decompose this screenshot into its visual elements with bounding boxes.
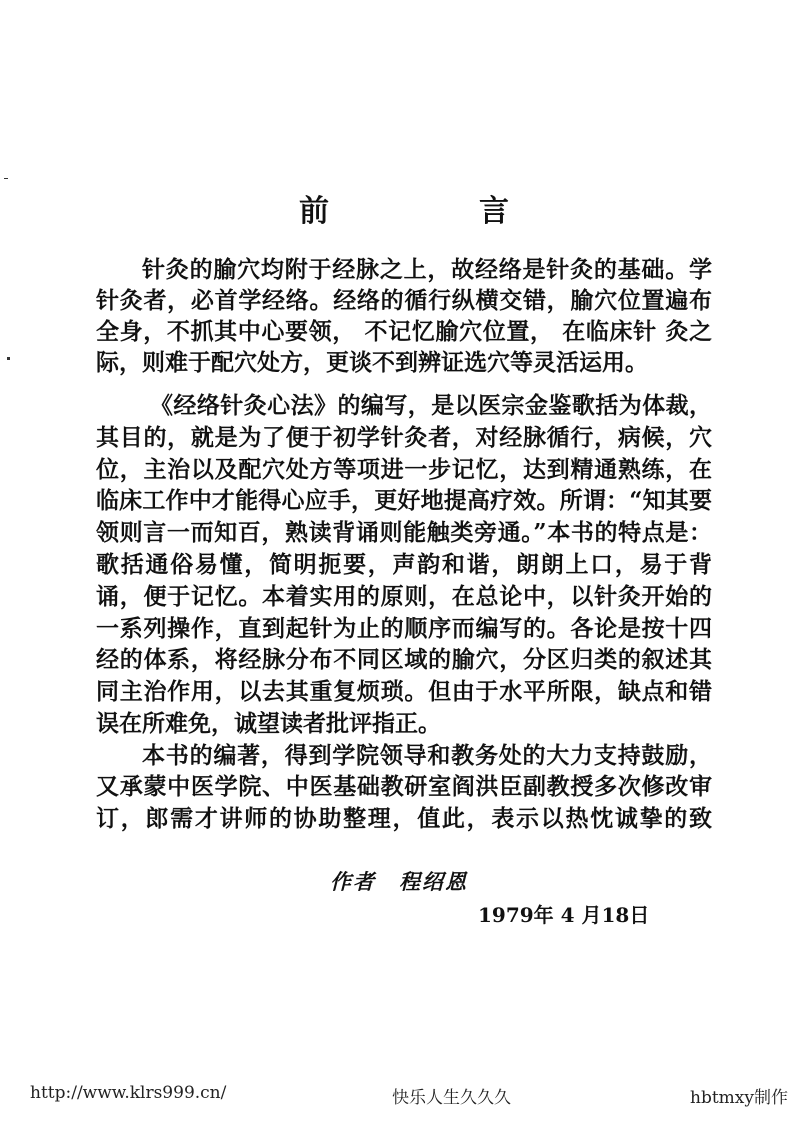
text-line: 误在所难免，诚望读者批评指正。 bbox=[96, 710, 441, 737]
scan-mark bbox=[7, 357, 10, 360]
author-signature: 作者 程绍恩 bbox=[330, 869, 468, 894]
text-line: 本书的编著，得到学院领导和教务处的大力支持鼓励， bbox=[142, 742, 712, 769]
text-line: 针灸者，必首学经络。经络的循行纵横交错，腧穴位置遍布 bbox=[96, 287, 712, 314]
scan-mark bbox=[4, 178, 8, 179]
text-line: 位，主治以及配穴处方等项进一步记忆，达到精通熟练，在 bbox=[96, 456, 712, 483]
date: 1979年 4 月18日 bbox=[478, 903, 650, 927]
text-line: 全身，不抓其中心要领， 不记忆腧穴位置， 在临床针 灸之 bbox=[96, 318, 712, 345]
text-line: 《经络针灸心法》的编写，是以医宗金鉴歌括为体裁， bbox=[150, 392, 712, 419]
text-line: 一系列操作，直到起针为止的顺序而编写的。各论是按十四 bbox=[96, 615, 712, 642]
text-line: 诵，便于记忆。本着实用的原则，在总论中，以针灸开始的 bbox=[96, 583, 712, 610]
text-line: 际，则难于配穴处方，更谈不到辨证选穴等灵活运用。 bbox=[96, 349, 648, 376]
text-line: 临床工作中才能得心应手，更好地提高疗效。所谓：“知其要 bbox=[96, 487, 712, 514]
text-line: 针灸的腧穴均附于经脉之上，故经络是针灸的基础。学 bbox=[142, 256, 712, 283]
text-line: 歌括通俗易懂，简明扼要，声韵和谐，朗朗上口，易于背 bbox=[96, 551, 712, 578]
text-line: 其目的，就是为了便于初学针灸者，对经脉循行，病候，穴 bbox=[96, 424, 712, 451]
footer-url-link[interactable]: http://www.klrs999.cn/ bbox=[30, 1083, 227, 1103]
footer-center-text: 快乐人生久久久 bbox=[392, 1088, 511, 1108]
page-title: 前 言 bbox=[299, 194, 569, 229]
text-line: 订，郎需才讲师的协助整理，值此，表示以热忱诚挚的致 bbox=[96, 805, 712, 832]
text-line: 同主治作用，以去其重复烦琐。但由于水平所限，缺点和错 bbox=[96, 678, 712, 705]
text-line: 又承蒙中医学院、中医基础教研室阎洪臣副教授多次修改审 bbox=[96, 773, 712, 800]
text-line: 经的体系，将经脉分布不同区域的腧穴，分区归类的叙述其 bbox=[96, 646, 712, 673]
text-line: 领则言一而知百，熟读背诵则能触类旁通。”本书的特点是： bbox=[96, 519, 712, 546]
footer-credit: hbtmxy制作 bbox=[690, 1088, 788, 1108]
